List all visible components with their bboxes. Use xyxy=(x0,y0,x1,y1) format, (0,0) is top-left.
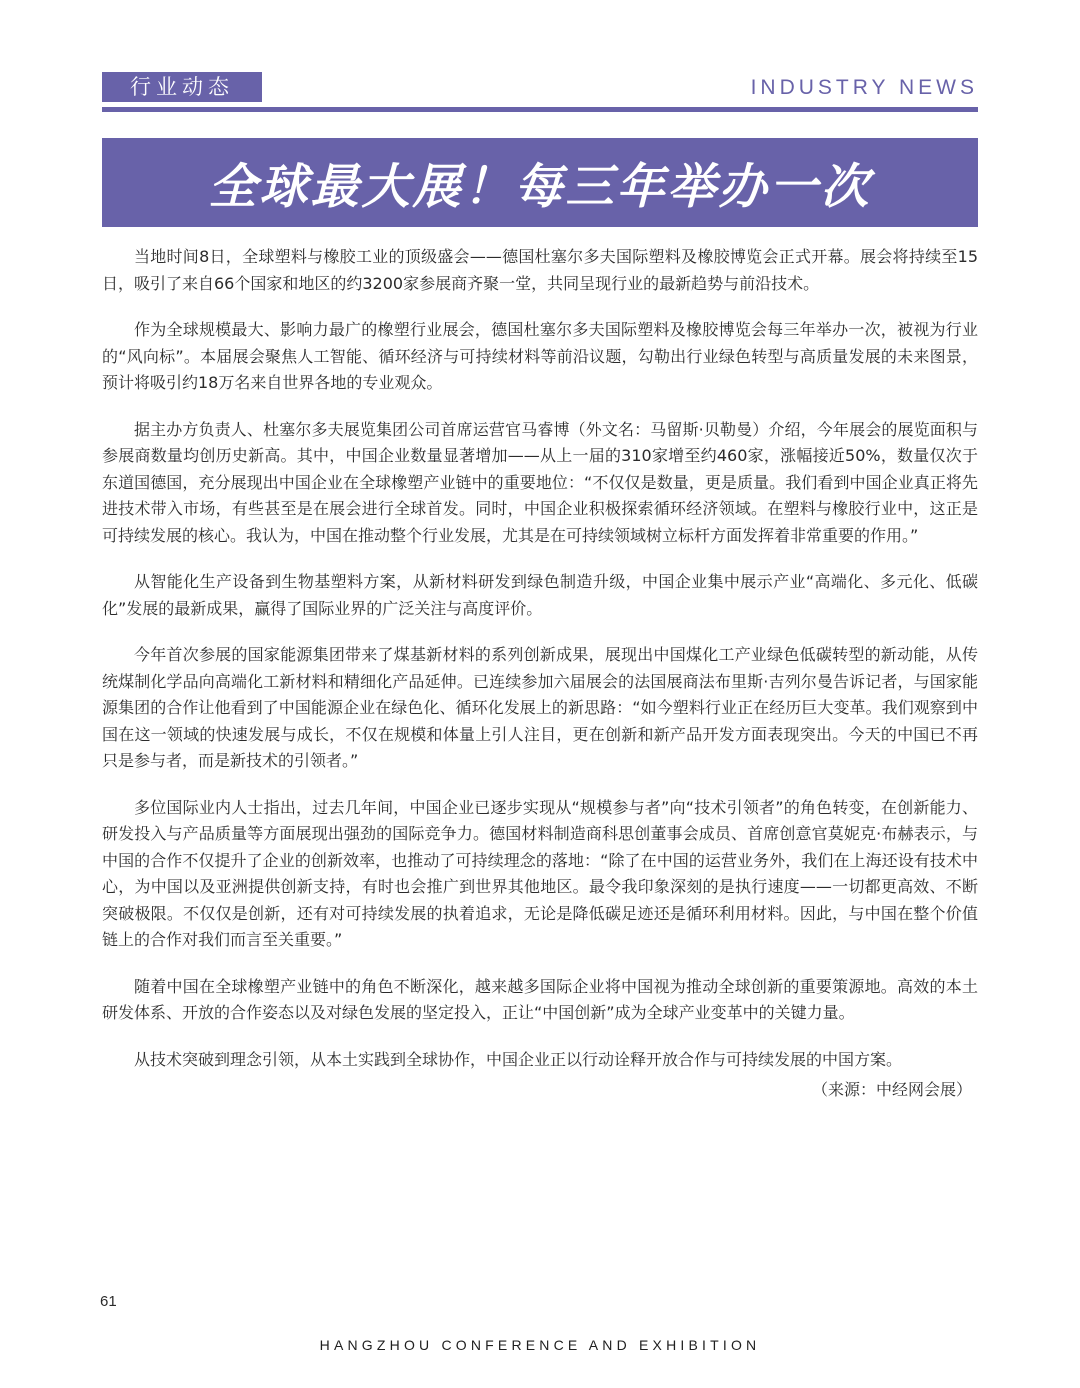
article-paragraph: 从智能化生产设备到生物基塑料方案，从新材料研发到绿色制造升级，中国企业集中展示产业“高端化、多元化、低碳化”发展的最新成果，赢得了国际业界的广泛关注与高度评价。 xyxy=(102,572,978,618)
article-paragraph: 随着中国在全球橡塑产业链中的角色不断深化，越来越多国际企业将中国视为推动全球创新的重要策源地。高效的本土研发体系、开放的合作姿态以及对绿色发展的坚定投入，正让“中国创新”成为全球产业变革中的关键力量。 xyxy=(102,976,978,1022)
article-paragraph: 多位国际业内人士指出，过去几年间，中国企业已逐步实现从“规模参与者”向“技术引领者”的角色转变，在创新能力、研发投入与产品质量等方面展现出强劲的国际竞争力。德国材料制造商科思创董事会成员、首席创意官莫妮克·布赫表示，与中国的合作不仅提升了企业的创新效率，也推动了可持续理念的落地：“除了在中国的运营业务外，我们在上海还设有技术中心，为中国以及亚洲提供创新支持，有时也会推广到世界其他地区。最令我印象深刻的是执行速度——一切都更高效、不断突破极限。不仅仅是创新，还有对可持续发展的执着追求，无论是降低碳足迹还是循环利用材料。因此，与中国在整个价值链上的合作对我们而言至关重要。” xyxy=(102,797,978,949)
section-title-en: INDUSTRY NEWS xyxy=(750,76,978,99)
article-paragraph: 当地时间8日，全球塑料与橡胶工业的顶级盛会——德国杜塞尔多夫国际塑料及橡胶博览会正式开幕。展会将持续至15日，吸引了来自66个国家和地区的约3200家参展商齐聚一堂，共同呈现行业的最新趋势与前沿技术。 xyxy=(102,247,978,293)
article-source: （来源：中经网会展） xyxy=(811,1080,972,1099)
article-paragraph: 从技术突破到理念引领，从本土实践到全球协作，中国企业正以行动诠释开放合作与可持续发展的中国方案。 xyxy=(134,1049,903,1069)
article-body xyxy=(102,244,978,1093)
article-paragraph: 今年首次参展的国家能源集团带来了煤基新材料的系列创新成果，展现出中国煤化工产业绿色低碳转型的新动能，从传统煤制化学品向高端化工新材料和精细化产品延伸。已连续参加六届展会的法国展商法布里斯·吉列尔曼告诉记者，与国家能源集团的合作让他看到了中国能源企业在绿色化、循环化发展上的新思路：“如今塑料行业正在经历巨大变革。我们观察到中国在这一领域的快速发展与成长，不仅在规模和体量上引人注目，更在创新和新产品开发方面表现突出。今天的中国已不再只是参与者，而是新技术的引领者。” xyxy=(102,645,978,770)
article-paragraph: 据主办方负责人、杜塞尔多夫展览集团公司首席运营官马睿博（外文名：马留斯·贝勒曼）介绍，今年展会的展览面积与参展商数量均创历史新高。其中，中国企业数量显著增加——从上一届的310家增至约460家，涨幅接近50%，数量仅次于东道国德国，充分展现出中国企业在全球橡塑产业链中的重要地位：“不仅仅是数量，更是质量。我们看到中国企业真正将先进技术带入市场，有些甚至是在展会进行全球首发。同时，中国企业积极探索循环经济领域。在塑料与橡胶行业中，这正是可持续发展的核心。我认为，中国在推动整个行业发展，尤其是在可持续领域树立标杆方面发挥着非常重要的作用。” xyxy=(102,419,978,545)
article-title: 全球最大展！每三年举办一次 xyxy=(208,159,872,215)
article-paragraph: 作为全球规模最大、影响力最广的橡塑行业展会，德国杜塞尔多夫国际塑料及橡胶博览会每三年举办一次，被视为行业的“风向标”。本届展会聚焦人工智能、循环经济与可持续材料等前沿议题，勾勒出行业绿色转型与高质量发展的未来图景，预计将吸引约18万名来自世界各地的专业观众。 xyxy=(102,320,978,392)
page-number: 61 xyxy=(100,1293,117,1310)
header-divider xyxy=(102,107,978,112)
footer-brand: HANGZHOU CONFERENCE AND EXHIBITION xyxy=(319,1337,761,1353)
section-tag: 行业动态 xyxy=(102,72,262,102)
title-banner xyxy=(102,138,978,227)
